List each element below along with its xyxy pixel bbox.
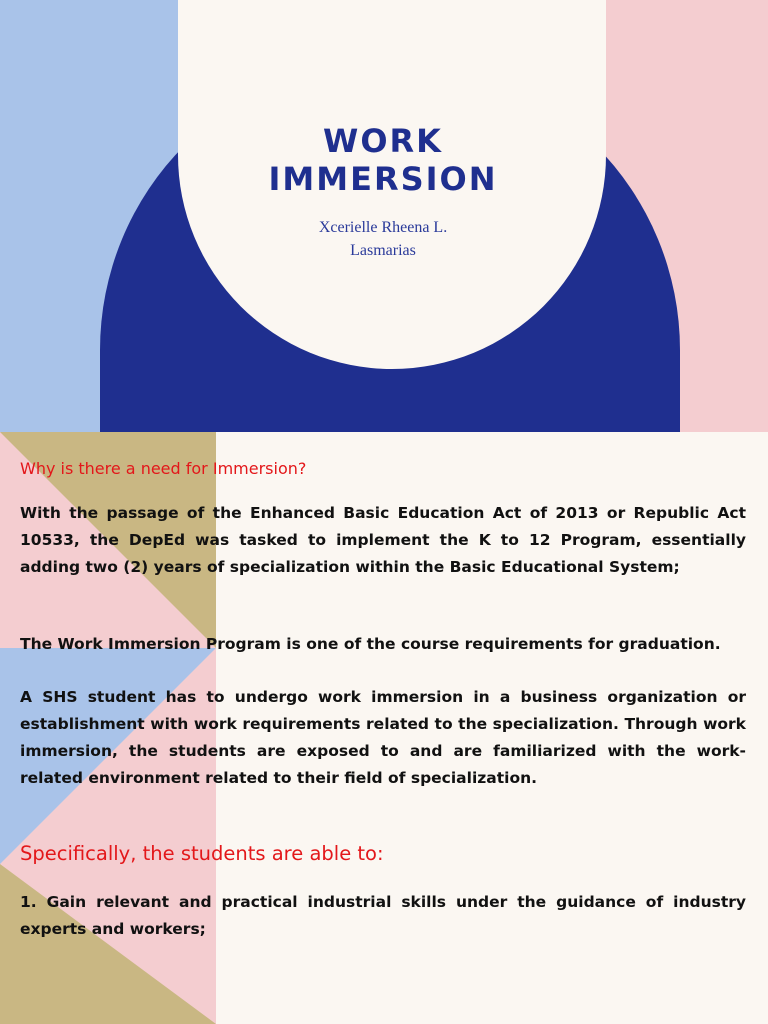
author-line-1: Xcerielle Rheena L.: [318, 219, 448, 236]
paragraph-work-immersion-program: The Work Immersion Program is one of the course requirements for graduation.: [20, 635, 721, 653]
list-item-1: 1. Gain relevant and practical industrial skills under the guidance of industry experts and workers;: [20, 893, 746, 938]
subheading-students-able: Specifically, the students are able to:: [20, 842, 384, 865]
title-block: [180, 122, 586, 262]
paragraph-shs-student: A SHS student has to undergo work immersion in a business organization or establishment with work requirements related to the specialization. Through work immersion, the students are exposed to and are familiarized with the work-related environment related to their field of specialization.: [20, 688, 746, 787]
document-body: [20, 455, 746, 943]
author-line-2: Lasmarias: [350, 242, 416, 259]
title-line-1: WORK: [323, 122, 443, 160]
paragraph-enhanced-basic-education: With the passage of the Enhanced Basic Education Act of 2013 or Republic Act 10533, the DepEd was tasked to implement the K to 12 Program, essentially adding two (2) years of specialization within the Basic Educational System;: [20, 504, 746, 576]
question-heading: Why is there a need for Immersion?: [20, 459, 307, 478]
title-banner: [0, 0, 768, 432]
title-line-2: IMMERSION: [268, 160, 498, 198]
